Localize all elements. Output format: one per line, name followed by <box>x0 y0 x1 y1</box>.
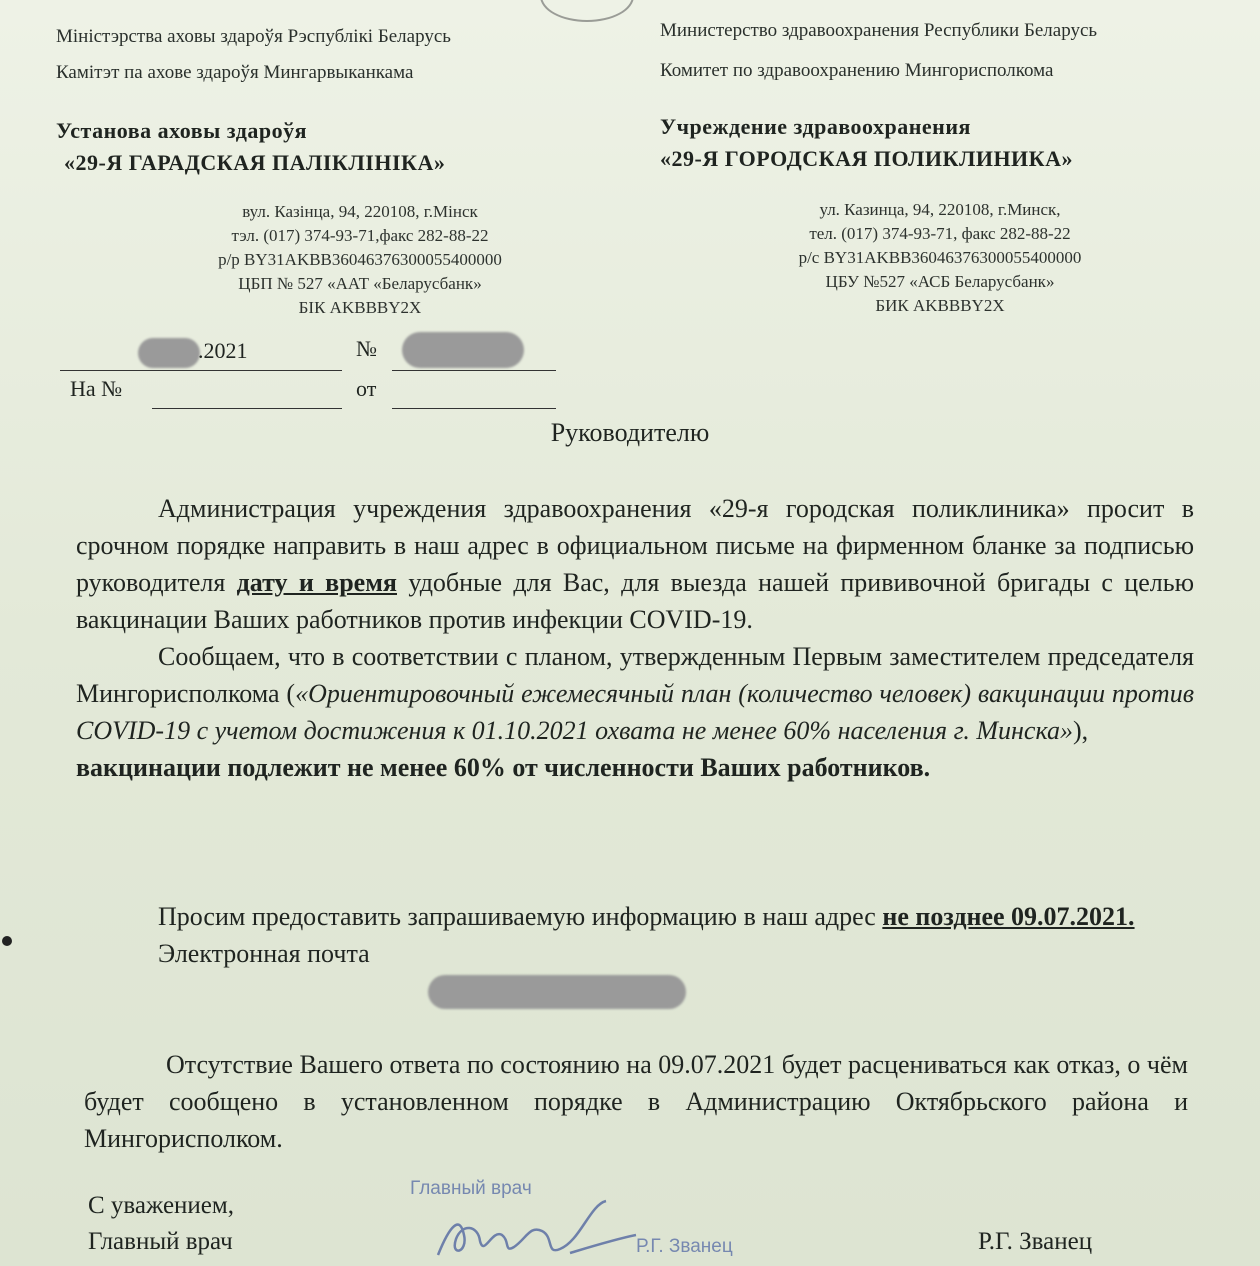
requisites-by <box>150 200 570 320</box>
institution-ru-line1: Учреждение здравоохранения <box>660 114 971 139</box>
phone-ru: тел. (017) 374-93-71, факс 282-88-22 <box>809 224 1071 243</box>
signer-name: Р.Г. Званец <box>978 1228 1093 1255</box>
margin-mark <box>2 936 12 946</box>
paragraph-warning: Отсутствие Вашего ответа по состоянию на 09.07.2021 будет расцениваться как отказ, о чём будет сообщено в установленном порядке в Администрацию Октябрьского района и Мингорисполком. <box>84 1050 1188 1153</box>
ref-line <box>152 408 342 409</box>
regards: С уважением, <box>88 1192 234 1219</box>
bic-by: БІК AKBBBY2X <box>298 298 422 317</box>
committee-ru: Комитет по здравоохранению Мингорисполкома <box>660 60 1054 81</box>
account-by: р/р BY31AKBB36046376300055400000 <box>218 250 502 269</box>
bank-ru: ЦБУ №527 «АСБ Беларусбанк» <box>825 272 1055 291</box>
bic-ru: БИК AKBBBY2X <box>875 296 1005 315</box>
phone-by: тэл. (017) 374-93-71,факс 282-88-22 <box>231 226 489 245</box>
letter-body-deadline <box>76 898 1194 972</box>
from-line <box>392 408 556 409</box>
address-by: вул. Казінца, 94, 220108, г.Мінск <box>242 202 478 221</box>
redacted-email <box>428 975 686 1009</box>
email-label: Электронная почта <box>158 939 370 968</box>
redacted-date <box>138 338 200 368</box>
date-line <box>60 370 342 371</box>
account-ru: р/с BY31AKBB36046376300055400000 <box>798 248 1082 267</box>
number-label: № <box>356 336 377 361</box>
letter-date: .2021 <box>198 338 248 363</box>
number-line <box>392 370 556 371</box>
paragraph-request: Администрация учреждения здравоохранения «29-я городская поликлиника» просит в срочном порядке направить в наш адрес в официальном письме на фирменном бланке за подписью руководителя дату и время удобные для Вас, для выезда нашей прививочной бригады с целью вакцинации Ваших работников против инфекции COVID-19. <box>76 494 1195 634</box>
redacted-number <box>402 332 524 368</box>
ref-label: На № <box>70 376 123 401</box>
paragraph-plan: Сообщаем, что в соответствии с планом, утвержденным Первым заместителем председателя Мингорисполкома («Ориентировочный ежемесячный план (количество человек) вакцинации против COVID-19 с учетом достижения к 01.10.2021 охвата не менее 60% населения г. Минска»), <box>76 642 1194 745</box>
paragraph-quota: вакцинации подлежит не менее 60% от численности Ваших работников. <box>76 753 931 782</box>
institution-by-line1: Установа аховы здароўя <box>56 118 308 143</box>
addressee: Руководителю <box>550 418 710 447</box>
institution-by-line2: «29-Я ГАРАДСКАЯ ПАЛІКЛІНІКА» <box>64 150 446 175</box>
ministry-by: Міністэрства аховы здароўя Рэспублікі Беларусь <box>56 26 451 47</box>
stamp-name: Р.Г. Званец <box>636 1236 733 1257</box>
bank-by: ЦБП № 527 «ААТ «Беларусбанк» <box>238 274 482 293</box>
letter-body-warning <box>84 1046 1188 1157</box>
requisites-ru <box>730 198 1150 318</box>
address-ru: ул. Казинца, 94, 220108, г.Минск, <box>819 200 1061 219</box>
paragraph-deadline: Просим предоставить запрашиваемую информацию в наш адрес не позднее 09.07.2021. <box>158 902 1135 931</box>
from-label: от <box>356 376 377 401</box>
ministry-ru: Министерство здравоохранения Республики Беларусь <box>660 20 1098 41</box>
institution-ru-line2: «29-Я ГОРОДСКАЯ ПОЛИКЛИНИКА» <box>660 146 1074 171</box>
signer-position: Главный врач <box>88 1228 233 1255</box>
stamp-position: Главный врач <box>410 1178 532 1199</box>
committee-by: Камітэт па ахове здароўя Мингарвыканкама <box>56 62 414 83</box>
letter-body <box>76 490 1194 786</box>
emblem-icon <box>540 0 634 22</box>
signature-icon <box>430 1195 640 1266</box>
